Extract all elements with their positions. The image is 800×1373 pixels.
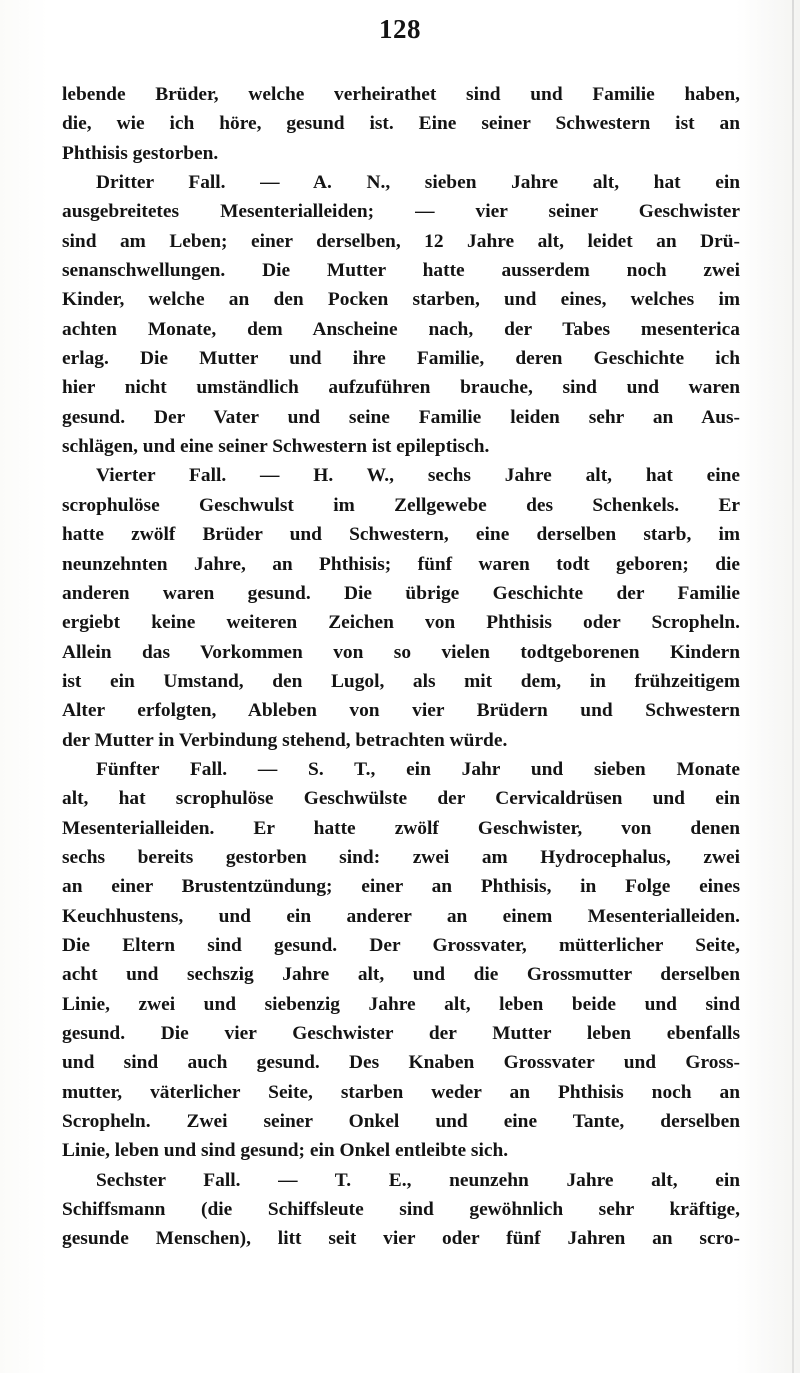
text-line-1: lebende Brüder, welche verheirathet sind und Familie haben, bbox=[62, 84, 740, 105]
text-line-38-case-six-heading: Sechster Fall. — T. E., neunzehn Jahre alt, ein bbox=[96, 1169, 740, 1191]
text-line-18: anderen waren gesund. Die übrige Geschichte der Familie bbox=[62, 582, 740, 604]
text-line-2: die, wie ich höre, gesund ist. Eine seiner Schwestern ist an bbox=[62, 113, 740, 135]
text-line-31: acht und sechszig Jahre alt, und die Grossmutter derselben bbox=[62, 964, 740, 986]
text-line-24-case-five-heading: Fünfter Fall. — S. T., ein Jahr und sieben Monate bbox=[96, 758, 740, 780]
text-line-12: gesund. Der Vater und seine Familie leiden sehr an Aus- bbox=[62, 406, 740, 428]
text-line-33: gesund. Die vier Geschwister der Mutter leben ebenfalls bbox=[62, 1023, 740, 1044]
text-line-30: Die Eltern sind gesund. Der Grossvater, mütterlicher Seite, bbox=[62, 934, 740, 956]
text-line-10: erlag. Die Mutter und ihre Familie, deren Geschichte ich bbox=[62, 348, 740, 370]
text-line-16: hatte zwölf Brüder und Schwestern, eine derselben starb, im bbox=[62, 524, 740, 546]
text-line-26: Mesenterialleiden. Er hatte zwölf Geschwister, von denen bbox=[62, 817, 740, 839]
text-line-19: ergiebt keine weiteren Zeichen von Phthisis oder Scropheln. bbox=[62, 612, 740, 634]
text-line-11: hier nicht umständlich aufzuführen brauche, sind und waren bbox=[62, 377, 740, 399]
text-line-28: an einer Brustentzündung; einer an Phthisis, in Folge eines bbox=[62, 876, 740, 898]
page-number: 128 bbox=[379, 14, 421, 44]
text-line-40: gesunde Menschen), litt seit vier oder fünf Jahren an scro- bbox=[62, 1228, 740, 1250]
text-line-3: Phthisis gestorben. bbox=[62, 142, 219, 164]
text-line-13: schlägen, und eine seiner Schwestern ist epileptisch. bbox=[62, 436, 490, 458]
text-line-8: Kinder, welche an den Pocken starben, und eines, welches im bbox=[62, 289, 740, 311]
text-line-35: mutter, väterlicher Seite, starben weder an Phthisis noch an bbox=[62, 1081, 740, 1103]
text-line-25: alt, hat scrophulöse Geschwülste der Cervicaldrüsen und ein bbox=[62, 788, 740, 810]
text-line-23: der Mutter in Verbindung stehend, betrachten würde. bbox=[62, 729, 508, 751]
text-line-36: Scropheln. Zwei seiner Onkel und eine Tante, derselben bbox=[62, 1111, 740, 1133]
text-line-20: Allein das Vorkommen von so vielen todtgeborenen Kindern bbox=[62, 641, 740, 663]
text-line-15: scrophulöse Geschwulst im Zellgewebe des Schenkels. Er bbox=[62, 494, 740, 516]
body-text bbox=[62, 80, 740, 1254]
text-line-27: sechs bereits gestorben sind: zwei am Hydrocephalus, zwei bbox=[62, 846, 740, 868]
text-line-14-case-four-heading: Vierter Fall. — H. W., sechs Jahre alt, hat eine bbox=[96, 465, 740, 487]
text-line-34: und sind auch gesund. Des Knaben Grossvater und Gross- bbox=[62, 1052, 740, 1074]
text-line-39: Schiffsmann (die Schiffsleute sind gewöhnlich sehr kräftige, bbox=[62, 1199, 740, 1221]
text-line-22: Alter erfolgten, Ableben von vier Brüdern und Schwestern bbox=[62, 700, 740, 722]
text-line-4-case-three-heading: Dritter Fall. — A. N., sieben Jahre alt, hat ein bbox=[96, 172, 740, 194]
text-line-6: sind am Leben; einer derselben, 12 Jahre alt, leidet an Drü- bbox=[62, 230, 740, 252]
text-line-37: Linie, leben und sind gesund; ein Onkel entleibte sich. bbox=[62, 1140, 509, 1162]
text-line-29: Keuchhustens, und ein anderer an einem Mesenterialleiden. bbox=[62, 905, 740, 927]
text-line-32: Linie, zwei und siebenzig Jahre alt, leben beide und sind bbox=[62, 993, 740, 1015]
page-edge-shadow bbox=[792, 0, 794, 1373]
text-line-5: ausgebreitetes Mesenterialleiden; — vier seiner Geschwister bbox=[62, 201, 740, 223]
text-line-21: ist ein Umstand, den Lugol, als mit dem, in frühzeitigem bbox=[62, 670, 740, 692]
text-line-17: neunzehnten Jahre, an Phthisis; fünf waren todt geboren; die bbox=[62, 553, 740, 575]
text-line-7: senanschwellungen. Die Mutter hatte ausserdem noch zwei bbox=[62, 260, 740, 282]
text-line-9: achten Monate, dem Anscheine nach, der Tabes mesenterica bbox=[62, 318, 740, 340]
